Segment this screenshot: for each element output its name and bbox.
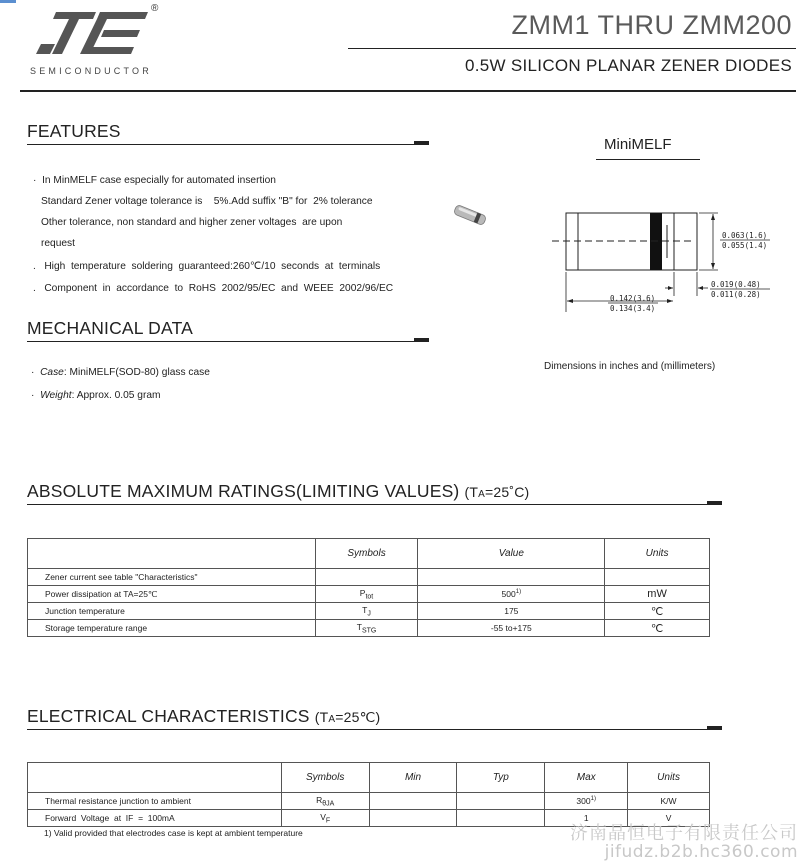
header-parameter	[28, 539, 316, 569]
typ-cell	[457, 810, 545, 827]
dim-length-max: 0.142(3.6)	[610, 294, 656, 303]
min-cell	[369, 810, 457, 827]
ratings-underline	[27, 504, 722, 505]
mechanical-case: · Case: MiniMELF(SOD-80) glass case	[31, 367, 210, 378]
unit-cell: ℃	[605, 603, 710, 620]
page-title: ZMM1 THRU ZMM200	[511, 10, 792, 40]
features-underline	[27, 144, 429, 145]
unit-cell	[605, 569, 710, 586]
unit-cell: V	[628, 810, 710, 827]
footnote: 1) Valid provided that electrodes case is kept at ambient temperature	[44, 828, 303, 838]
electrical-header-row	[28, 763, 710, 793]
header-parameter	[28, 763, 282, 793]
electrical-table	[27, 762, 710, 827]
param-cell: Forward Voltage at IF = 100mA	[28, 810, 282, 827]
dim-length-min: 0.134(3.4)	[610, 304, 656, 313]
watermark-url: jifudz.b2b.hc360.com	[604, 842, 798, 862]
mechanical-weight: · Weight: Approx. 0.05 gram	[31, 390, 161, 401]
table-row	[28, 586, 710, 603]
table-row	[28, 603, 710, 620]
min-cell	[369, 793, 457, 810]
param-cell: Zener current see table "Characteristics"	[28, 569, 316, 586]
unit-cell: ℃	[605, 620, 710, 637]
dim-height-max: 0.063(1.6)	[722, 231, 768, 240]
feature-item: Standard Zener voltage tolerance is 5%.Add suffix "B" for 2% tolerance	[41, 196, 373, 207]
max-cell: 1	[545, 810, 628, 827]
header-units: Units	[628, 763, 710, 793]
value-cell: 500$^{1)}$	[418, 586, 605, 603]
ratings-underline-block	[707, 501, 722, 505]
package-label-underline	[596, 159, 700, 160]
title-rule	[348, 48, 796, 49]
features-underline-block	[414, 141, 429, 145]
dim-height-min: 0.055(1.4)	[722, 241, 768, 250]
header-value: Value	[418, 539, 605, 569]
company-logo	[36, 10, 156, 56]
feature-item: request	[41, 238, 75, 249]
electrical-underline-block	[707, 726, 722, 730]
unit-cell: mW	[605, 586, 710, 603]
table-row	[28, 569, 710, 586]
page-subtitle: 0.5W SILICON PLANAR ZENER DIODES	[464, 56, 792, 75]
param-cell: Junction temperature	[28, 603, 316, 620]
ratings-heading: ABSOLUTE MAXIMUM RATINGS(LIMITING VALUES) (TA=25˚C)	[27, 481, 530, 501]
ratings-table	[27, 538, 710, 637]
header-max: Max	[545, 763, 628, 793]
value-cell: 175	[418, 603, 605, 620]
value-cell: -55 to+175	[418, 620, 605, 637]
symbol-cell: $R_{\theta JA}$	[281, 793, 369, 810]
logo-tagline: SEMICONDUCTOR	[30, 66, 152, 76]
symbol-cell: $T_J$	[315, 603, 418, 620]
symbol-cell: $P_{tot}$	[315, 586, 418, 603]
dim-cap-min: 0.011(0.28)	[711, 290, 761, 299]
mechanical-underline-block	[414, 338, 429, 342]
features-heading: FEATURES	[27, 121, 121, 141]
feature-item: Other tolerance, non standard and higher zener voltages are upon	[41, 217, 343, 228]
ratings-header-row	[28, 539, 710, 569]
corner-mark	[0, 0, 16, 3]
package-photo	[448, 200, 492, 230]
value-cell	[418, 569, 605, 586]
feature-item: · In MinMELF case especially for automated insertion	[33, 175, 276, 186]
symbol-cell: $V_F$	[281, 810, 369, 827]
registered-mark: ®	[151, 3, 159, 14]
header-min: Min	[369, 763, 457, 793]
package-dimension-drawing	[540, 200, 780, 325]
electrical-heading: ELECTRICAL CHARACTERISTICS (TA=25℃)	[27, 706, 381, 726]
table-row	[28, 793, 710, 810]
symbol-cell	[315, 569, 418, 586]
header-symbols: Symbols	[281, 763, 369, 793]
header-symbols: Symbols	[315, 539, 418, 569]
table-row	[28, 620, 710, 637]
feature-item: . High temperature soldering guaranteed:260℃/10 seconds at terminals	[33, 261, 381, 272]
dimensions-note: Dimensions in inches and (millimeters)	[544, 361, 716, 372]
param-cell: Thermal resistance junction to ambient	[28, 793, 282, 810]
symbol-cell: $T_{STG}$	[315, 620, 418, 637]
feature-item: . Component in accordance to RoHS 2002/95/EC and WEEE 2002/96/EC	[33, 283, 394, 294]
header-typ: Typ	[457, 763, 545, 793]
max-cell: 300$^{1)}$	[545, 793, 628, 810]
dim-cap-max: 0.019(0.48)	[711, 280, 761, 289]
param-cell: Power dissipation at TA=25℃	[28, 586, 316, 603]
unit-cell: K/W	[628, 793, 710, 810]
header-units: Units	[605, 539, 710, 569]
mechanical-underline	[27, 341, 429, 342]
typ-cell	[457, 793, 545, 810]
header-rule	[20, 90, 796, 92]
mechanical-heading: MECHANICAL DATA	[27, 318, 194, 338]
electrical-underline	[27, 729, 722, 730]
param-cell: Storage temperature range	[28, 620, 316, 637]
package-label: MiniMELF	[604, 136, 672, 153]
watermark-company: 济南晶恒电子有限责任公司	[570, 823, 798, 844]
